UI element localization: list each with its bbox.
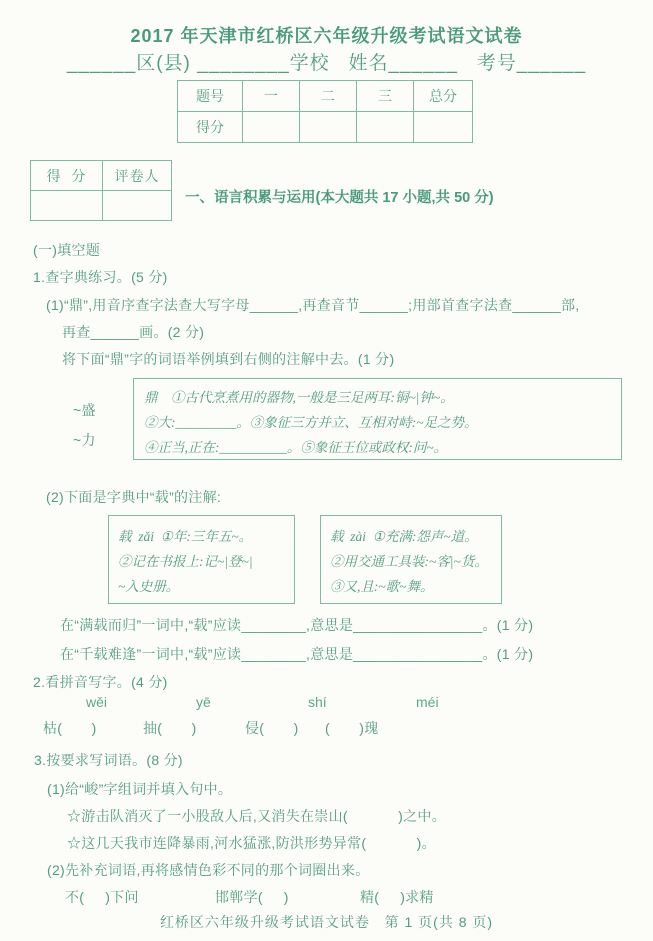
pinyin-wei: wěi [86, 694, 108, 710]
grader-box-empty-cell [31, 191, 103, 221]
q1-item1-line2: 再查______画。(2 分) [62, 324, 205, 340]
q1-item2-intro: (2)下面是字典中“载”的注解: [46, 489, 222, 505]
zai3-def-line1: 载 zǎi ①年:三年五~。 [118, 529, 253, 544]
question-2-stem: 2.看拼音写字。(4 分) [33, 674, 168, 690]
part-1-label: (一)填空题 [33, 242, 101, 258]
q3-star-sentence-2: ☆这几天我市连降暴雨,河水猛涨,防洪形势异常( )。 [67, 835, 436, 851]
page-footer: 红桥区六年级升级考试语文试卷 第 1 页(共 8 页) [159, 914, 494, 930]
grader-box-header-row [31, 161, 172, 191]
score-table-header-cell: 题号 [178, 81, 243, 112]
ding-example-word-2: ~力 [73, 432, 96, 448]
q2-char-blank-1: 枯( ) [43, 720, 97, 736]
ding-def-line2: ②大:_________。③象征三方并立、互相对峙:~足之势。 [144, 415, 478, 430]
q1-fill-line-1: 在“满载而归”一词中,“载”应读________,意思是________________。(1 分) [60, 617, 534, 633]
q3-item2: (2)先补充词语,再将感情色彩不同的那个词圈出来。 [47, 862, 370, 878]
ding-def-line3: ④正当,正在:__________。⑤象征王位或政权:问~。 [144, 440, 448, 455]
zai-zai3-definition-box [108, 515, 295, 604]
zai4-def-line1: 载 zài ①充满:怨声~道。 [330, 529, 478, 544]
grader-box-grader-label: 评卷人 [103, 161, 172, 191]
q2-char-blank-4: ( )瑰 [325, 720, 379, 736]
section-1-heading: 一、语言积累与运用(本大题共 17 小题,共 50 分) [185, 190, 494, 206]
score-cell-empty [300, 112, 357, 143]
question-3-stem: 3.按要求写词语。(8 分) [34, 752, 183, 768]
score-table-header-cell: 总分 [414, 81, 473, 112]
zai-zai4-definition-box [320, 515, 502, 604]
q1-fill-line-2: 在“千载难逢”一词中,“载”应读________,意思是________________。(1 分) [60, 646, 534, 662]
question-1-stem: 1.查字典练习。(5 分) [33, 269, 168, 285]
score-table [177, 80, 473, 143]
score-cell-empty [243, 112, 300, 143]
q3-word-blank-1: 不( )下问 [65, 889, 139, 905]
pinyin-mei: méi [416, 694, 439, 710]
zai3-def-line3: ~入史册。 [118, 579, 180, 594]
q3-item1: (1)给“峻”字组词并填入句中。 [47, 781, 233, 797]
page-title: 2017 年天津市红桥区六年级升级考试语文试卷 [130, 26, 523, 46]
grader-box-empty-cell [103, 191, 172, 221]
ding-def-line1: 鼎 ①古代烹煮用的器物,一般是三足两耳:铜~|钟~。 [144, 390, 454, 405]
pinyin-ye: yē [196, 694, 211, 710]
q2-char-blank-3: 侵( ) [245, 720, 299, 736]
ding-definition-box [133, 378, 622, 460]
ding-example-word-1: ~盛 [73, 402, 96, 418]
grader-box [30, 160, 172, 221]
score-row-label: 得分 [178, 112, 243, 143]
score-cell-empty [414, 112, 473, 143]
score-cell-empty [357, 112, 414, 143]
zai3-def-line2: ②记在书报上:记~|登~| [118, 554, 253, 569]
grader-box-empty-row [31, 191, 172, 221]
score-table-header-row [178, 81, 473, 112]
q2-char-blank-2: 抽( ) [143, 720, 197, 736]
q1-item1-line1: (1)“鼎”,用音序查字法查大写字母______,再查音节______;用部首查字法查______部, [46, 297, 580, 313]
pinyin-shi: shí [308, 694, 327, 710]
score-table-header-cell: 一 [243, 81, 300, 112]
score-table-header-cell: 二 [300, 81, 357, 112]
q3-star-sentence-1: ☆游击队消灭了一小股敌人后,又消失在崇山( )之中。 [67, 808, 446, 824]
score-table-score-row [178, 112, 473, 143]
zai4-def-line3: ③又,且:~歌~舞。 [330, 579, 434, 594]
grader-box-score-label: 得 分 [31, 161, 103, 191]
score-table-header-cell: 三 [357, 81, 414, 112]
student-info-line: ______区(县) ________学校 姓名______ 考号______ [66, 53, 587, 74]
q1-item1-line3: 将下面“鼎”字的词语举例填到右侧的注解中去。(1 分) [62, 351, 395, 367]
zai4-def-line2: ②用交通工具装:~客|~货。 [330, 554, 488, 569]
q3-word-blank-2: 邯郸学( ) [215, 889, 289, 905]
q3-word-blank-3: 精( )求精 [360, 889, 434, 905]
